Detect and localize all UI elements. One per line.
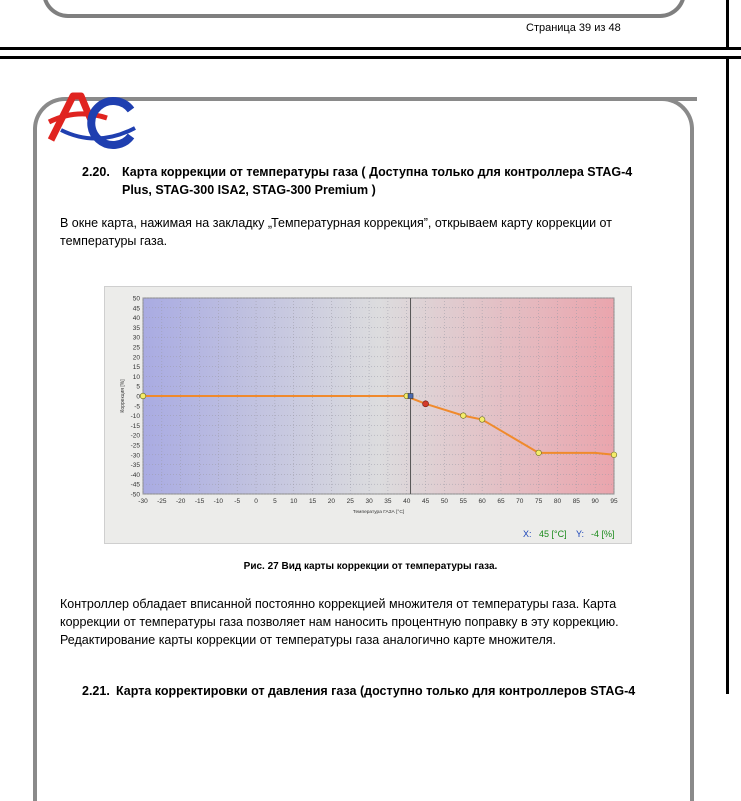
body-text: Контроллер обладает вписанной постоянно коррекцией множителя от температуры газа. Карта xyxy=(60,597,617,611)
y-axis-label: Коррекция [%] xyxy=(120,379,126,413)
x-tick-label: 50 xyxy=(440,498,449,505)
x-tick-label: 25 xyxy=(346,498,354,505)
y-tick-label: 15 xyxy=(132,364,140,372)
x-tick-label: 35 xyxy=(384,498,392,505)
y-tick-label: -15 xyxy=(130,422,140,430)
readout-text: Y: xyxy=(576,529,585,539)
page-number: Страница 39 из 48 xyxy=(526,22,621,34)
previous-page-frame xyxy=(42,0,686,18)
y-tick-label: 40 xyxy=(132,315,140,323)
y-tick-label: -50 xyxy=(130,491,140,499)
x-tick-label: -20 xyxy=(175,498,186,505)
control-point xyxy=(479,417,485,423)
x-tick-label: -30 xyxy=(138,498,148,505)
readout-text: 45 [°C] xyxy=(539,529,567,539)
body-text: коррекции от температуры газа позволяет нам наносить процентную поправку в эту коррекцию. xyxy=(60,615,619,629)
y-tick-label: -45 xyxy=(130,481,140,489)
x-tick-label: 30 xyxy=(365,498,373,505)
x-tick-label: 70 xyxy=(516,498,524,505)
y-tick-label: 35 xyxy=(132,324,140,332)
selected-point xyxy=(423,401,429,407)
y-tick-label: 20 xyxy=(132,354,140,362)
x-tick-label: 15 xyxy=(308,498,317,505)
y-tick-label: -20 xyxy=(130,432,140,440)
y-tick-label: -40 xyxy=(130,471,140,479)
section-number: 2.21. xyxy=(82,684,110,698)
x-tick-label: 45 xyxy=(421,498,430,505)
y-tick-label: 25 xyxy=(132,344,140,352)
y-tick-label: -25 xyxy=(130,442,140,450)
y-tick-label: 5 xyxy=(136,383,140,391)
x-tick-label: 65 xyxy=(497,498,505,505)
x-tick-label: 95 xyxy=(610,498,618,505)
page-separator xyxy=(0,47,741,59)
x-tick-label: 85 xyxy=(572,498,580,505)
y-tick-label: 0 xyxy=(136,393,140,401)
x-tick-label: -10 xyxy=(213,498,224,505)
coordinate-readout xyxy=(523,529,615,539)
readout-text: -4 [%] xyxy=(591,529,615,539)
x-tick-label: 40 xyxy=(403,498,411,505)
intro-text: температуры газа. xyxy=(60,234,168,248)
y-tick-label: 30 xyxy=(132,334,140,342)
section-number: 2.20. xyxy=(82,165,110,179)
section-title: Карта корректировки от давления газа (доступно только для контроллеров STAG-4 xyxy=(116,684,636,698)
x-tick-label: -25 xyxy=(157,498,167,505)
body-text: Редактирование карты коррекции от температуры газа аналогично карте множителя. xyxy=(60,633,556,647)
page-edge xyxy=(726,0,729,50)
intro-text: В окне карта, нажимая на закладку „Температурная коррекция”, открываем карту коррекции от xyxy=(60,216,612,230)
section-title: Карта коррекции от температуры газа ( Доступна только для контроллера STAG-4 xyxy=(122,165,633,179)
x-tick-label: -5 xyxy=(234,498,241,505)
y-tick-label: 10 xyxy=(132,373,140,381)
y-tick-label: -5 xyxy=(134,403,140,411)
y-tick-label: 45 xyxy=(132,305,140,313)
page-edge xyxy=(726,56,729,694)
y-tick-label: -35 xyxy=(130,462,140,470)
x-tick-label: -15 xyxy=(194,498,205,505)
x-tick-label: 75 xyxy=(535,498,543,505)
x-axis-label: Температура ГАЗА [°C] xyxy=(352,510,405,515)
x-tick-label: 5 xyxy=(273,498,277,505)
readout-text: X: xyxy=(523,529,532,539)
control-point xyxy=(140,393,146,399)
y-tick-label: -10 xyxy=(130,413,140,421)
x-tick-label: 55 xyxy=(459,498,467,505)
y-tick-label: 50 xyxy=(132,295,140,303)
figure-caption: Рис. 27 Вид карты коррекции от температуры газа. xyxy=(243,561,498,572)
control-point xyxy=(536,450,542,456)
y-tick-label: -30 xyxy=(130,452,140,460)
cursor-marker xyxy=(408,394,413,399)
x-tick-label: 0 xyxy=(254,498,258,505)
x-tick-label: 10 xyxy=(290,498,298,505)
control-point xyxy=(611,452,617,458)
ac-logo-icon xyxy=(47,90,139,150)
x-tick-label: 90 xyxy=(591,498,599,505)
control-point xyxy=(460,413,466,419)
x-tick-label: 60 xyxy=(478,498,486,505)
temperature-correction-chart[interactable] xyxy=(105,287,631,543)
x-tick-label: 20 xyxy=(327,498,336,505)
chart-window xyxy=(104,286,632,544)
x-tick-label: 80 xyxy=(553,498,562,505)
section-title: Plus, STAG-300 ISA2, STAG-300 Premium ) xyxy=(122,183,376,197)
